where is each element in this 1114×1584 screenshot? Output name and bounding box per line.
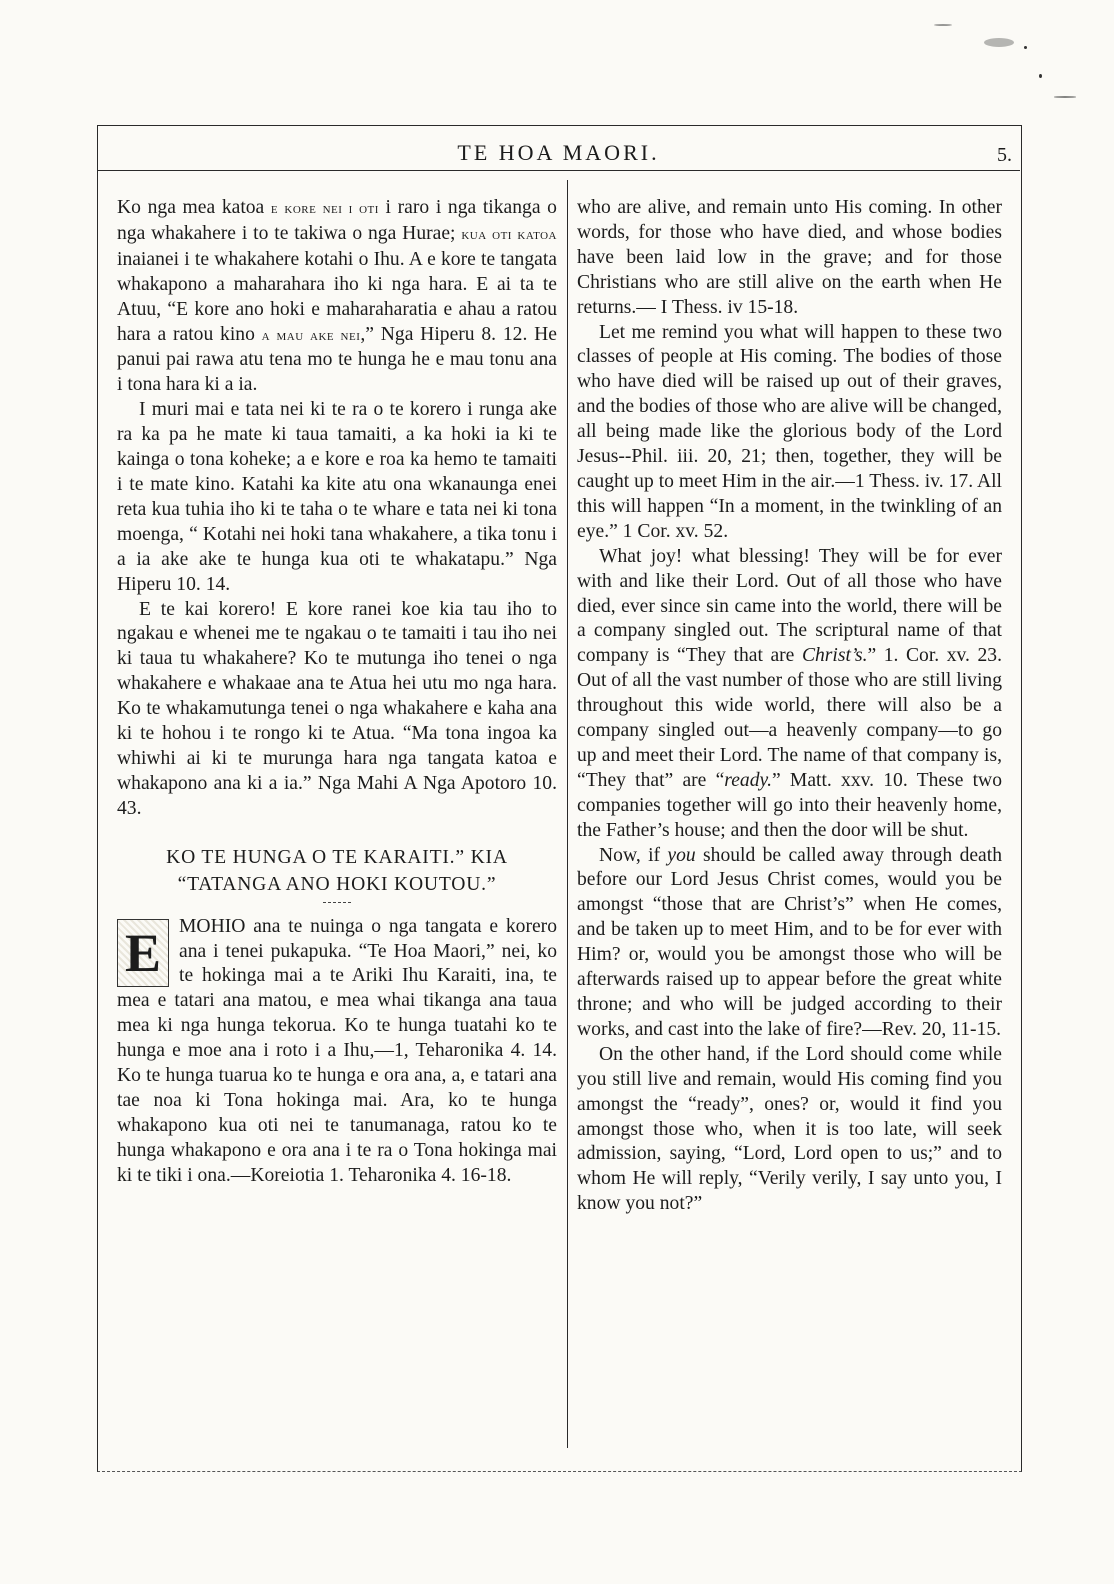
left-column: [117, 196, 557, 1189]
column-divider: [567, 180, 568, 1448]
paragraph: who are alive, and remain unto His coming. In other words, for those who have died, and whose bodies have been laid low in the grave; and for those Christians who are still alive on the earth when He returns.— I Thess. iv 15-18.: [577, 197, 1002, 318]
paragraph: E te kai korero! E kore ranei koe kia tau iho to ngakau e whenei me te ngakau o te tamaiti i tau iho nei ki taua tu whakahere? Ko te mutunga iho tenei o nga whakahere e whakaae ana te Atua hei utu mo nga hara. Ko te whakamutunga tenei o nga whakahere e kaha ana ki te hohou i te rongo ki te Atua. “Ma tona ingoa ka whiwhi ai ki te murunga hara nga tangata katoa e whakapono ana ki a ia.” Nga Mahi A Nga Apotoro 10. 43.: [117, 598, 557, 819]
page-header: [97, 136, 1020, 171]
paragraph: On the other hand, if the Lord should come while you still live and remain, would His coming find you amongst the “ready”, ones? or, would it find you amongst those who, when it is too late, will seek admission, saying, “Lord, Lord open to us;” and to whom He will reply, “Verily verily, I say unto you, I know you not?”: [577, 1043, 1002, 1215]
right-column: [577, 196, 1002, 1217]
section-heading: [117, 844, 557, 898]
section-heading-line: “TATANGA ANO HOKI KOUTOU.”: [177, 873, 497, 895]
ornamental-initial-icon: E: [117, 919, 169, 987]
heading-divider: [323, 902, 351, 903]
page-number: 5.: [997, 144, 1012, 166]
section-heading-line: KO TE HUNGA O TE KARAITI.” KIA: [166, 846, 508, 868]
print-specks: [924, 16, 1074, 106]
paragraph: E MOHIO ana te nuinga o nga tangata e korero ana i tenei pukapuka. “Te Hoa Maori,” nei, ko te hokinga mai a te Ariki Ihu Karaiti, ina, te mea e tatari ana matou, e mea whai tikanga ana taua mea ki nga hunga tekorua. Ko te hunga tuatahi ko te hunga e moe ana i roto i a Ihu,—1, Teharonika 4. 14. Ko te hunga tuarua ko te hunga e ora ana, a, e tatari ana tae noa ki Tona hokinga mai. Ara, ko te hunga whakapono kua oti nei te tanumanaga, ratou ko te hunga whakapono e ora ana i te ra o Tona hokinga mai ki te tiki i ona.—Koreiotia 1. Teharonika 4. 16-18.: [117, 915, 557, 1186]
paragraph: Now, if you should be called away through death before our Lord Jesus Christ comes, would you be amongst “those that are Christ’s” when He comes, and be taken up to meet Him, and to be for ever with Him? or, would you be amongst those who will be afterwards raised up to appear before the great white throne; and who will be judged according to their works, and cast into the lake of fire?—Rev. 20, 11-15.: [577, 844, 1002, 1040]
paragraph: I muri mai e tata nei ki te ra o te korero i runga ake ra ka pa he mate ki taua tamaiti, a ka hoki ia ki te kainga o tona koheke; a e kore e roa ka hemo te tamaiti i te mate kino. Katahi ka kite atu ona wkanaunga enei reta kua tuhia iho ki te taha o te whare e tata nei ki tona moenga, “ Kotahi nei hoki tana whakahere, a tika tonu i a ia ake ake te hunga kua oti te whakatapu.” Nga Hiperu 10. 14.: [117, 399, 557, 595]
paragraph: What joy! what blessing! They will be for ever with and like their Lord. Out of all those who have died, ever since sin came into the world, there will be a company singled out. The scriptural name of that company is “They that are Christ’s.” 1. Cor. xv. 23. Out of all the vast number of those who are still living throughout this wide world, there will also be a company singled out—a heavenly company—to go up and meet their Lord. The name of that company is, “They that” are “ready.” Matt. xxv. 10. These two companies together will go into their heavenly home, the Father’s house; and then the door will be shut.: [577, 545, 1003, 841]
paragraph: Ko nga mea katoa e kore nei i oti i raro i nga tikanga o nga whakahere i to te takiwa o nga Hurae; kua oti katoa inaianei i te whakahere kotahi o Ihu. A e kore te tangata whakapono a maharahara iho ki nga hara. E ai ta te Atuu, “E kore ano hoki e maharaharatia e ahau a ratou hara a ratou kino a mau ake nei,” Nga Hiperu 8. 12. He panui pai rawa atu tena mo te hunga he e mau tonu ana i tona hara ki a ia.: [117, 197, 558, 396]
paragraph: Let me remind you what will happen to these two classes of people at His coming. The bodies of those who have died will be raised up out of their graves, and the bodies of those who are alive will be changed, all being made like the glorious body of the Lord Jesus--Phil. iii. 20, 21; then, together, they will be caught up to meet Him in the air.—1 Thess. iv. 17. All this will happen “In a moment, in the twinkling of an eye.” 1 Cor. xv. 52.: [577, 321, 1002, 542]
newspaper-title: TE HOA MAORI.: [457, 140, 660, 165]
